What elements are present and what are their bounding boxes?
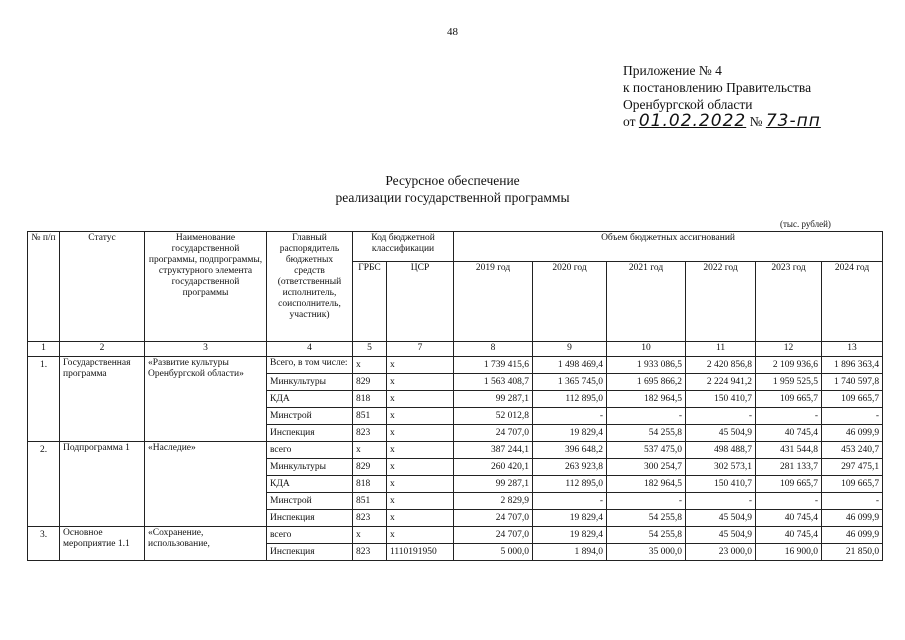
row-grbs: 829 [353,459,387,476]
row-grbs: 851 [353,493,387,510]
row-manager: Инспекция [267,510,353,527]
row-value: 24 707,0 [454,425,533,442]
row-value: 1 563 408,7 [454,374,533,391]
number-label: № [749,114,763,129]
row-manager: Инспекция [267,544,353,561]
row-value: 23 000,0 [686,544,756,561]
row-value: 40 745,4 [756,510,822,527]
row-csr: х [387,425,454,442]
column-number: 9 [533,342,607,357]
appendix-block [623,62,821,130]
appendix-date-row [623,113,821,130]
row-manager: всего [267,527,353,544]
header-name: Наименование государственной программы, подпрограммы, структурного элемента государственной программы [145,232,267,342]
row-value: 54 255,8 [607,425,686,442]
row-value: 99 287,1 [454,476,533,493]
table-row [28,527,883,544]
row-manager: Инспекция [267,425,353,442]
header-grbs: ГРБС [353,262,387,342]
units-label: (тыс. рублей) [780,219,831,229]
row-grbs: 829 [353,374,387,391]
row-value: 24 707,0 [454,527,533,544]
column-number: 11 [686,342,756,357]
row-program-name: «Развитие культуры Оренбургской области» [145,357,267,442]
column-number: 2 [60,342,145,357]
row-value: 24 707,0 [454,510,533,527]
row-value: 16 900,0 [756,544,822,561]
title-line-1: Ресурсное обеспечение [385,173,520,188]
row-csr: х [387,527,454,544]
row-value: 112 895,0 [533,476,607,493]
row-value: 1 365 745,0 [533,374,607,391]
header-manager: Главный распорядитель бюджетных средств (ответственный исполнитель, соисполнитель, участник) [267,232,353,342]
row-program-name: «Сохранение, использование, [145,527,267,561]
row-grbs: 823 [353,425,387,442]
row-value: 2 829,9 [454,493,533,510]
row-value: 300 254,7 [607,459,686,476]
column-number: 1 [28,342,60,357]
row-value: - [686,493,756,510]
row-value: 387 244,1 [454,442,533,459]
row-csr: х [387,391,454,408]
column-number: 3 [145,342,267,357]
row-value: - [607,493,686,510]
appendix-line-1: Приложение № 4 [623,63,722,78]
row-value: 281 133,7 [756,459,822,476]
row-value: 260 420,1 [454,459,533,476]
row-csr: 1110191950 [387,544,454,561]
row-status: Государственная программа [60,357,145,442]
row-value: 54 255,8 [607,527,686,544]
header-num: № п/п [28,232,60,342]
row-grbs: х [353,442,387,459]
row-value: 112 895,0 [533,391,607,408]
page-number: 48 [447,26,458,38]
row-value: 498 488,7 [686,442,756,459]
row-status: Подпрограмма 1 [60,442,145,527]
header-volume: Объем бюджетных ассигнований [454,232,883,262]
row-manager: Минстрой [267,493,353,510]
appendix-line-3: Оренбургской области [623,97,753,112]
row-value: 19 829,4 [533,527,607,544]
row-value: 52 012,8 [454,408,533,425]
row-value: 150 410,7 [686,391,756,408]
row-value: 45 504,9 [686,425,756,442]
row-csr: х [387,510,454,527]
row-value: - [822,408,883,425]
row-value: 1 933 086,5 [607,357,686,374]
row-value: 453 240,7 [822,442,883,459]
row-grbs: 823 [353,544,387,561]
row-manager: всего [267,442,353,459]
row-value: 263 923,8 [533,459,607,476]
row-value: 35 000,0 [607,544,686,561]
row-value: 19 829,4 [533,510,607,527]
header-year: 2023 год [756,262,822,342]
row-value: 109 665,7 [822,476,883,493]
column-numbers-row [28,342,883,357]
header-year: 2024 год [822,262,883,342]
row-value: - [822,493,883,510]
row-manager: Минкультуры [267,459,353,476]
row-csr: х [387,357,454,374]
row-manager: КДА [267,476,353,493]
row-manager: Минстрой [267,408,353,425]
row-value: 1 959 525,5 [756,374,822,391]
from-label: от [623,114,636,129]
row-manager: КДА [267,391,353,408]
column-number: 5 [353,342,387,357]
row-value: 109 665,7 [756,476,822,493]
row-value: 297 475,1 [822,459,883,476]
row-value: 1 740 597,8 [822,374,883,391]
row-value: - [533,493,607,510]
row-value: 109 665,7 [756,391,822,408]
row-value: 46 099,9 [822,510,883,527]
title-line-2: реализации государственной программы [335,190,570,205]
row-value: 431 544,8 [756,442,822,459]
row-value: - [533,408,607,425]
row-value: 1 695 866,2 [607,374,686,391]
table-row [28,357,883,374]
row-value: 2 420 856,8 [686,357,756,374]
appendix-line-2: к постановлению Правительства [623,80,812,95]
column-number: 10 [607,342,686,357]
row-value: 396 648,2 [533,442,607,459]
row-value: 45 504,9 [686,527,756,544]
header-year: 2019 год [454,262,533,342]
header-year: 2022 год [686,262,756,342]
row-csr: х [387,442,454,459]
row-value: 109 665,7 [822,391,883,408]
row-value: - [607,408,686,425]
column-number: 4 [267,342,353,357]
row-value: 1 894,0 [533,544,607,561]
row-number: 1. [28,357,60,442]
header-code: Код бюджетной классификации [353,232,454,262]
row-status: Основное мероприятие 1.1 [60,527,145,561]
row-value: 1 896 363,4 [822,357,883,374]
row-csr: х [387,493,454,510]
row-value: - [686,408,756,425]
header-year: 2020 год [533,262,607,342]
table-row [28,442,883,459]
row-manager: Всего, в том числе: [267,357,353,374]
row-manager: Минкультуры [267,374,353,391]
handwritten-date: 01.02.2022 [638,111,747,131]
row-value: 302 573,1 [686,459,756,476]
row-grbs: х [353,357,387,374]
budget-table-body [28,357,883,561]
row-value: 1 498 469,4 [533,357,607,374]
row-csr: х [387,459,454,476]
row-number: 2. [28,442,60,527]
row-csr: х [387,408,454,425]
row-value: 182 964,5 [607,391,686,408]
row-value: 2 109 936,6 [756,357,822,374]
row-value: 2 224 941,2 [686,374,756,391]
row-value: - [756,408,822,425]
row-value: 21 850,0 [822,544,883,561]
row-value: - [756,493,822,510]
row-value: 99 287,1 [454,391,533,408]
document-title [0,172,905,206]
row-value: 1 739 415,6 [454,357,533,374]
row-csr: х [387,374,454,391]
row-value: 54 255,8 [607,510,686,527]
row-value: 537 475,0 [607,442,686,459]
column-number: 12 [756,342,822,357]
row-value: 19 829,4 [533,425,607,442]
row-value: 40 745,4 [756,425,822,442]
row-number: 3. [28,527,60,561]
row-grbs: х [353,527,387,544]
row-grbs: 818 [353,391,387,408]
row-value: 45 504,9 [686,510,756,527]
handwritten-number: 73-пп [765,111,821,131]
column-number: 13 [822,342,883,357]
row-grbs: 823 [353,510,387,527]
column-number: 8 [454,342,533,357]
row-program-name: «Наследие» [145,442,267,527]
row-grbs: 851 [353,408,387,425]
row-value: 182 964,5 [607,476,686,493]
row-value: 5 000,0 [454,544,533,561]
row-value: 150 410,7 [686,476,756,493]
row-csr: х [387,476,454,493]
column-number: 7 [387,342,454,357]
row-value: 46 099,9 [822,425,883,442]
header-status: Статус [60,232,145,342]
budget-table [27,231,883,561]
header-csr: ЦСР [387,262,454,342]
row-value: 40 745,4 [756,527,822,544]
row-value: 46 099,9 [822,527,883,544]
header-year: 2021 год [607,262,686,342]
row-grbs: 818 [353,476,387,493]
